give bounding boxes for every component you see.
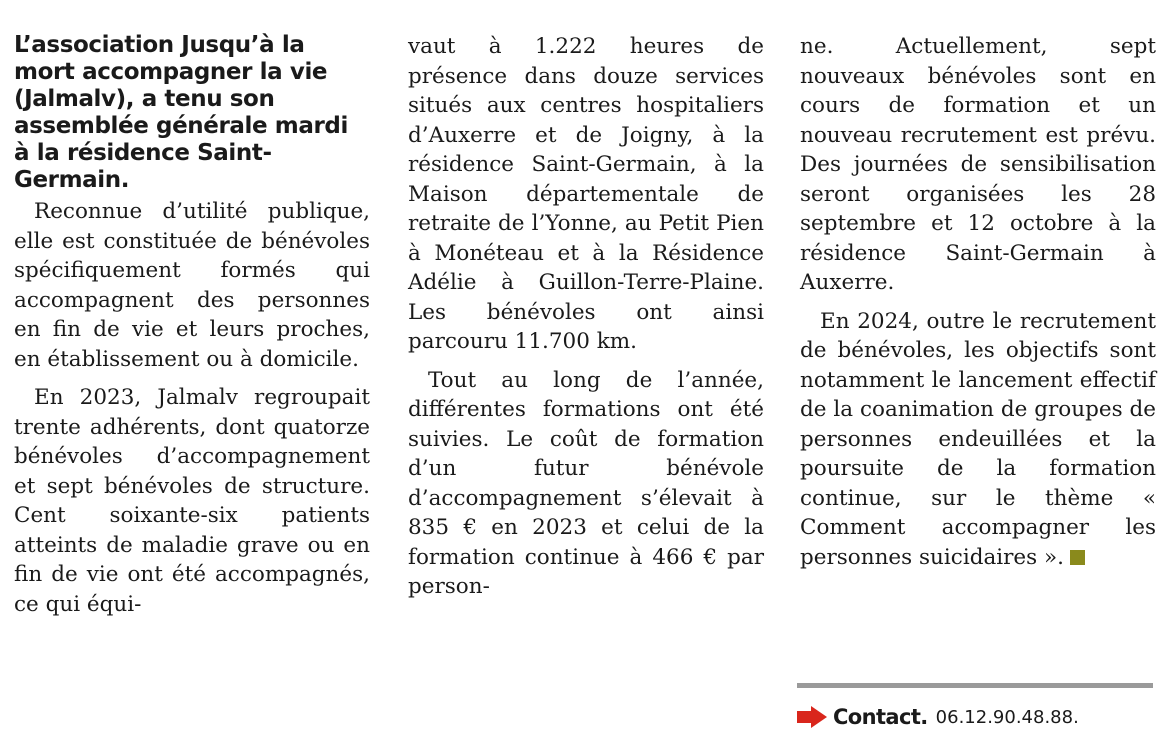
contact-divider	[797, 683, 1153, 688]
article-column-3	[800, 32, 1156, 581]
article-lead: L’association Jusqu’à la mort accompagner la vie (Jalmalv), a tenu son assemblée générale mardi à la résidence Saint-Germain.	[14, 32, 348, 193]
article-paragraph-continued: vaut à 1.222 heures de présence dans douze services situés aux centres hospitaliers d’Auxerre et de Joigny, à la résidence Saint-Germain, à la Maison départementale de retraite de l’Yonne, au Petit Pien à Monéteau et à la Résidence Adélie à Guillon-Terre-Plaine. Les bénévoles ont ainsi parcouru 11.700 km.	[408, 34, 764, 354]
contact-phone[interactable]: 06.12.90.48.88.	[935, 706, 1079, 728]
end-of-article-mark	[1070, 550, 1085, 565]
contact-label: Contact.	[833, 705, 928, 729]
article-column-2	[408, 32, 764, 611]
right-arrow-icon	[797, 706, 827, 728]
article-paragraph: En 2023, Jalmalv regroupait trente adhérents, dont quatorze bénévoles d’accompagnement et sept bénévoles de structure. Cent soixante-six patients atteints de maladie grave ou en fin de vie ont été accompagnés, ce qui équi-	[14, 385, 370, 617]
article-paragraph-text: En 2024, outre le recrutement de bénévoles, les objectifs sont notamment le lancement effectif de la coanimation de groupes de personnes endeuillées et la poursuite de la formation continue, sur le thème « Comment accompagner les personnes suicidaires ».	[800, 308, 1156, 570]
article-paragraph-last	[800, 307, 1156, 573]
article-column-1	[14, 32, 370, 628]
article-paragraph: Tout au long de l’année, différentes formations ont été suivies. Le coût de formation d’un futur bénévole d’accompagnement s’élevait à 835 € en 2023 et celui de la formation continue à 466 € par person-	[408, 367, 764, 599]
article-paragraph: Reconnue d’utilité publique, elle est constituée de bénévoles spécifiquement formés qui accompagnent des personnes en fin de vie et leurs proches, en établissement ou à domicile.	[14, 199, 370, 372]
contact-line	[797, 702, 1157, 732]
article-paragraph-continued: ne. Actuellement, sept nouveaux bénévoles sont en cours de formation et un nouveau recrutement est prévu. Des journées de sensibilisation seront organisées les 28 septembre et 12 octobre à la résidence Saint-Germain à Auxerre.	[800, 34, 1156, 295]
